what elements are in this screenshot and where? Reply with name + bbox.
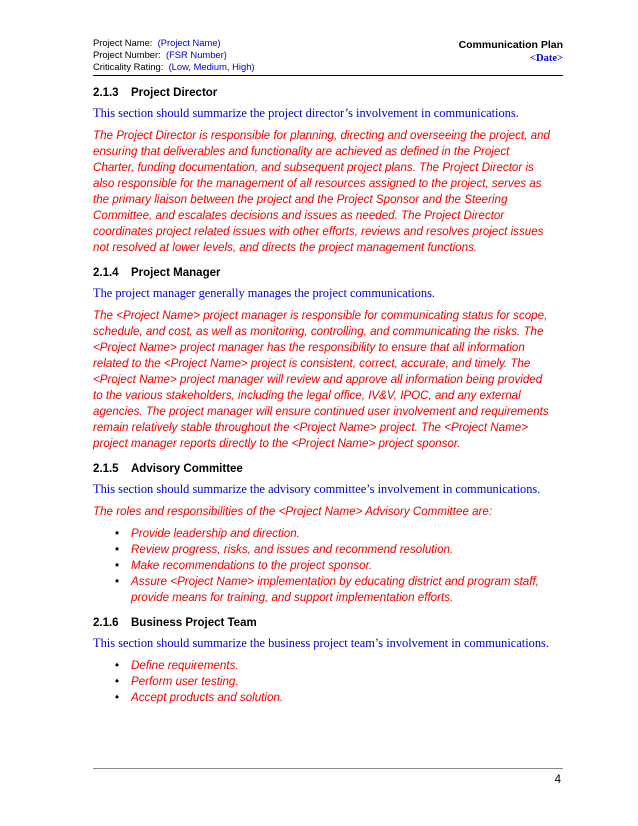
project-info bbox=[93, 37, 255, 73]
bullet-list bbox=[93, 526, 553, 606]
doc-title: Communication Plan bbox=[458, 39, 563, 51]
section-description: This section should summarize the business project team’s involvement in communications. bbox=[93, 636, 549, 650]
section-body: The <Project Name> project manager is responsible for communicating status for scope, schedule, and cost, as well as monitoring, controlling, and communicating the risks. The <Project Name> project manager has the responsibility to ensure that all information related to the <Project Name> project is consistent, correct, accurate, and timely. The <Project Name> project manager will review and approve all information being provided to the various stakeholders, including the legal office, IV&V, IPOC, and any external agencies. The project manager will ensure continued user involvement and requirements remain relatively stable throughout the <Project Name> project. The <Project Name> project manager reports directly to the <Project Name> project sponsor. bbox=[93, 309, 549, 450]
criticality-line: Criticality Rating: (Low, Medium, High) bbox=[93, 61, 255, 72]
project-name-line: Project Name: (Project Name) bbox=[93, 37, 221, 48]
doc-title-block bbox=[459, 38, 563, 66]
list-item: • Review progress, risks, and issues and recommend resolution. bbox=[93, 542, 553, 558]
section-description: This section should summarize the advisory committee’s involvement in communications. bbox=[93, 482, 541, 496]
criticality-value: (Low, Medium, High) bbox=[168, 61, 255, 72]
section-business-project-team bbox=[93, 616, 553, 706]
section-body: The Project Director is responsible for planning, directing and overseeing the project, and ensuring that deliverables and functionality are achieved as defined in the Project Charter, funding documentation, and subsequent project plans. The Project Director is also responsible for the management of all resources assigned to the project, serves as the primary liaison between the project and the Project Sponsor and the Steering Committee, and escalates decisions and issues as needed. The Project Director coordinates project related issues with other efforts, reviews and resolves project issues not resolved at lower levels, and directs the project management functions. bbox=[93, 129, 550, 254]
list-item: • Accept products and solution. bbox=[93, 690, 553, 706]
section-description: The project manager generally manages the project communications. bbox=[93, 286, 435, 300]
section-description: This section should summarize the project director’s involvement in communications. bbox=[93, 106, 519, 120]
list-item: • Perform user testing. bbox=[93, 674, 553, 690]
list-item: • Make recommendations to the project sponsor. bbox=[93, 558, 553, 574]
list-item: • Assure <Project Name> implementation by educating district and program staff, provide means for training, and support implementation efforts. bbox=[93, 574, 553, 606]
section-heading: 2.1.5 Advisory Committee bbox=[93, 463, 243, 475]
page-number: 4 bbox=[554, 774, 561, 786]
section-project-director bbox=[93, 86, 553, 256]
project-number-line: Project Number: (FSR Number) bbox=[93, 49, 227, 60]
list-item: • Define requirements. bbox=[93, 658, 553, 674]
document-body bbox=[93, 86, 553, 706]
section-body: The roles and responsibilities of the <Project Name> Advisory Committee are: bbox=[93, 505, 493, 518]
page-footer bbox=[93, 768, 563, 786]
project-number-value: (FSR Number) bbox=[165, 49, 227, 60]
section-heading: 2.1.4 Project Manager bbox=[93, 267, 221, 279]
section-project-manager bbox=[93, 266, 553, 452]
section-heading: 2.1.3 Project Director bbox=[93, 87, 218, 99]
page-header bbox=[93, 37, 563, 76]
bullet-list bbox=[93, 658, 553, 706]
section-heading: 2.1.6 Business Project Team bbox=[93, 617, 257, 629]
section-advisory-committee bbox=[93, 462, 553, 606]
list-item: • Provide leadership and direction. bbox=[93, 526, 553, 542]
doc-date: <Date> bbox=[530, 53, 563, 64]
project-name-value: (Project Name) bbox=[157, 37, 221, 48]
